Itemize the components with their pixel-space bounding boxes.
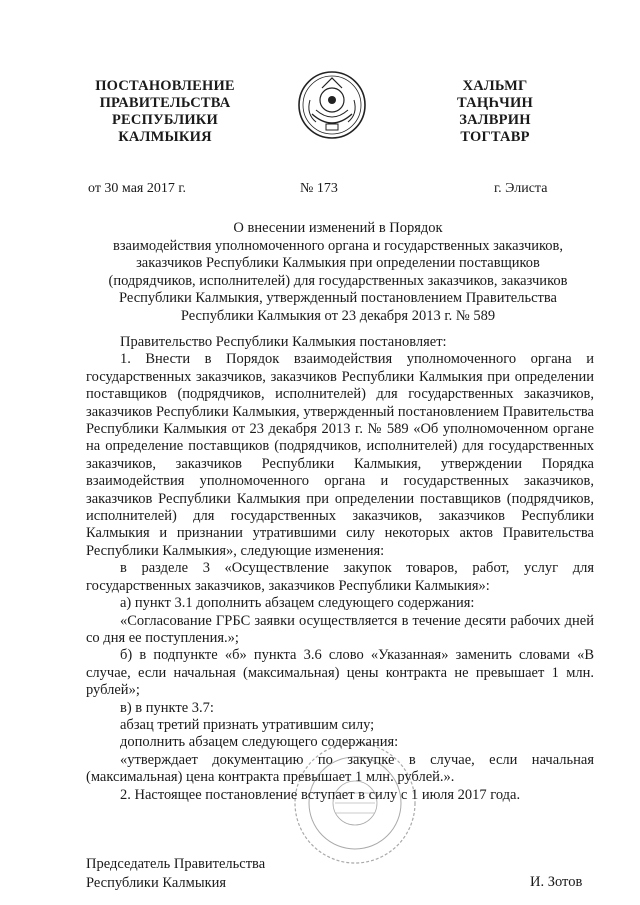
title-line: Республики Калмыкия от 23 декабря 2013 г. № 589	[180, 307, 496, 324]
document-city: г. Элиста	[494, 181, 548, 196]
paragraph-sub-b: б) в подпункте «б» пункта 3.6 слово «Указанная» заменить словами «В случае, если начальная (максимальная) цены контракта не превышает 1 млн. рублей»;	[86, 647, 594, 699]
paragraph-addition: дополнить абзацем следующего содержания:	[120, 734, 399, 751]
header-title-kalmyk: ХАЛЬМГ ТАҢҺЧИН ЗАЛВРИН ТОГТАВР	[457, 78, 533, 145]
signature-position: Председатель Правительства Республики Калмыкия	[86, 856, 266, 891]
paragraph-item-1: 1. Внести в Порядок взаимодействия уполномоченного органа и государственных заказчиков, заказчиков Республики Калмыкия при определении поставщиков (подрядчиков, исполнителей) для государственных заказчиков, заказчиков Республики Калмыкия, утвержденный постановлением Правительства Республики Калмыкия от 23 декабря 2013 г. № 589 «Об уполномоченном органе на определение поставщиков (подрядчиков, исполнителей) для государственных заказчиков, заказчиков Республики Калмыкия, утверждении Порядка взаимодействия уполномоченного органа и государственных заказчиков, заказчиков Республики Калмыкия при определении поставщиков (подрядчиков, исполнителей) для государственных заказчиков, заказчиков Республики Калмыкия и признании утратившими силу некоторых актов Правительства Республики Калмыкия», следующие изменения:	[86, 351, 594, 559]
official-stamp-icon	[290, 738, 420, 868]
paragraph-quote-a: «Согласование ГРБС заявки осуществляется в течение десяти рабочих дней со дня ее поступления.»;	[86, 612, 594, 646]
title-line: О внесении изменений в Порядок	[233, 220, 443, 236]
document-title	[86, 220, 590, 325]
header-title-ru: ПОСТАНОВЛЕНИЕ ПРАВИТЕЛЬСТВА РЕСПУБЛИКИ КАЛМЫКИЯ	[95, 78, 235, 145]
document-number: № 173	[300, 181, 338, 196]
document-body	[86, 334, 594, 804]
signature-name: И. Зотов	[530, 874, 583, 890]
title-line: (подрядчиков, исполнителей) для государственных заказчиков, заказчиков	[108, 272, 568, 289]
paragraph-sub-c: в) в пункте 3.7:	[120, 699, 214, 716]
paragraph-clause-3: абзац третий признать утратившим силу;	[120, 716, 375, 733]
paragraph-quote-c: «утверждает документацию по закупке в случае, если начальная (максимальная) цена контракта превышает 1 млн. рублей.».	[86, 751, 594, 786]
title-line: Республики Калмыкия, утвержденный постановлением Правительства	[119, 290, 557, 306]
coat-of-arms-icon	[296, 70, 368, 140]
document-date: от 30 мая 2017 г.	[88, 181, 187, 196]
paragraph-intro: Правительство Республики Калмыкия постановляет:	[120, 334, 447, 350]
title-line: заказчиков Республики Калмыкия при определении поставщиков	[136, 255, 540, 271]
paragraph-item-2: 2. Настоящее постановление вступает в силу с 1 июля 2017 года.	[120, 786, 521, 803]
paragraph-section-3: в разделе 3 «Осуществление закупок товаров, работ, услуг для государственных заказчиков, заказчиков Республики Калмыкия»:	[86, 560, 594, 594]
title-line: взаимодействия уполномоченного органа и государственных заказчиков,	[112, 237, 564, 254]
paragraph-sub-a: а) пункт 3.1 дополнить абзацем следующего содержания:	[120, 595, 475, 612]
